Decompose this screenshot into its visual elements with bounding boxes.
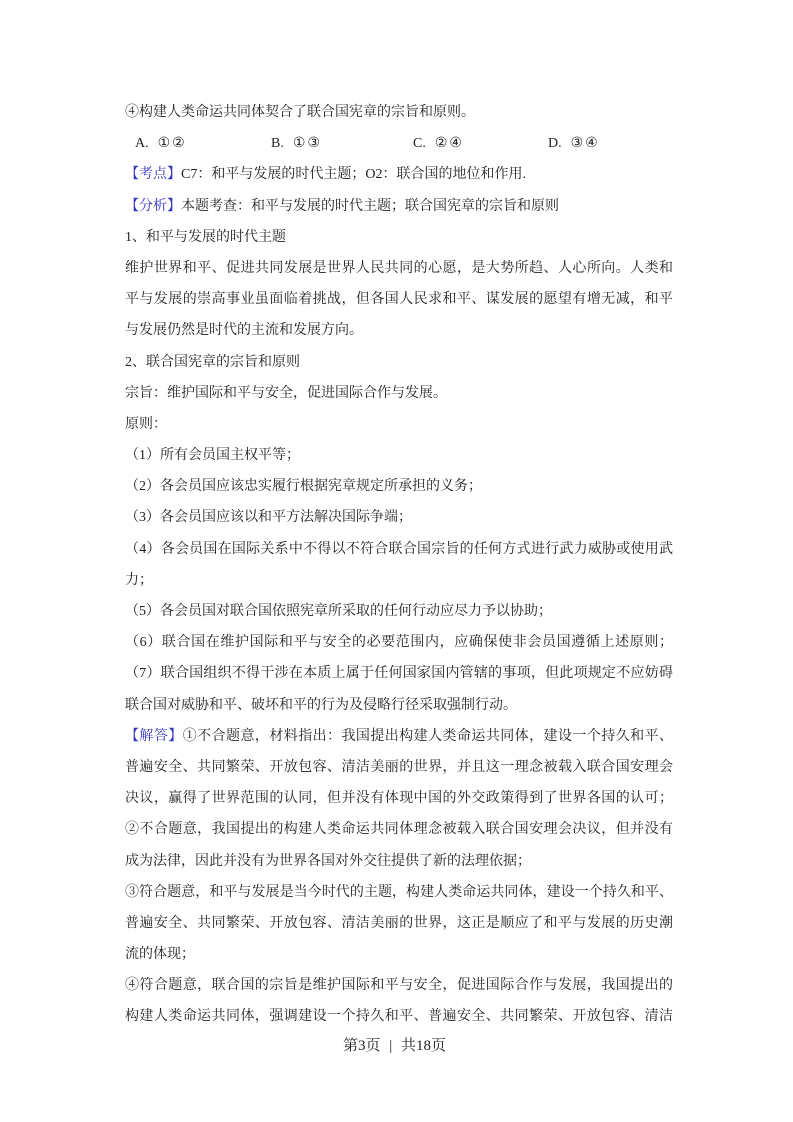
answer-body-line: 成为法律，因此并没有为世界各国对外交往提供了新的法理依据； — [125, 853, 531, 869]
option-d — [548, 128, 600, 159]
analysis-body-line: 联合国对威胁和平、破坏和平的行为及侵略行径采取强制行动。 — [125, 697, 517, 713]
analysis-body-line: （2）各会员国应该忠实履行根据宪章规定所承担的义务； — [125, 479, 482, 495]
analysis-body-line: （4）各会员国在国际关系中不得以不符合联合国宗旨的任何方式进行武力威胁或使用武 — [125, 541, 673, 557]
analysis-body-line: 宗旨：维护国际和平与安全，促进国际合作与发展。 — [125, 385, 447, 401]
option-numbers: ②④ — [434, 136, 464, 152]
analysis-body-line: （5）各会员国对联合国依照宪章所采取的任何行动应尽力予以协助； — [125, 604, 552, 619]
option-a — [135, 128, 187, 159]
analysis-body-line: （1）所有会员国主权平等； — [125, 448, 300, 464]
analysis-label: 【分析】 — [125, 198, 181, 214]
exam-points-text: C7：和平与发展的时代主题；O2：联合国的地位和作用. — [181, 167, 526, 183]
answer-body-line: ②不合题意，我国提出的构建人类命运共同体理念被载入联合国安理会决议，但并没有 — [125, 822, 673, 838]
option-numbers: ①② — [157, 136, 187, 152]
option-c — [413, 128, 464, 159]
page-footer: 第3页 | 共18页 — [343, 1038, 447, 1054]
answer-body-line: 普遍安全、共同繁荣、开放包容、清洁美丽的世界，这正是顺应了和平与发展的历史潮 — [125, 915, 673, 931]
analysis-body-line: 2、联合国宪章的宗旨和原则 — [125, 354, 300, 370]
document-body — [125, 97, 673, 1033]
answer-body-line: ④符合题意，联合国的宗旨是维护国际和平与安全，促进国际合作与发展，我国提出的 — [125, 978, 673, 994]
answer-body-line: 普遍安全、共同繁荣、开放包容、清洁美丽的世界，并且这一理念被载入联合国安理会 — [125, 759, 673, 775]
answer-body-line: ③符合题意，和平与发展是当今时代的主题，构建人类命运共同体，建设一个持久和平、 — [125, 884, 673, 900]
exam-points-label: 【考点】 — [125, 167, 181, 183]
option-key: C. — [413, 136, 426, 152]
answer-label: 【解答】 — [125, 728, 183, 744]
option-b — [271, 128, 322, 159]
analysis-body-line: （3）各会员国应该以和平方法解决国际争端； — [125, 510, 412, 526]
analysis-body-line: 原则： — [125, 416, 167, 432]
option-key: A. — [135, 136, 149, 152]
analysis-body-line: （7）联合国组织不得干涉在本质上属于任何国家国内管辖的事项，但此项规定不应妨碍 — [125, 666, 673, 682]
exam-points-line — [125, 159, 673, 190]
option-key: D. — [548, 136, 562, 152]
question-stem: ④构建人类命运共同体契合了联合国宪章的宗旨和原则。 — [125, 105, 475, 120]
option-numbers: ①③ — [292, 136, 322, 152]
option-key: B. — [271, 136, 284, 152]
analysis-body-line: 平与发展的崇高事业虽面临着挑战，但各国人民求和平、谋发展的愿望有增无减，和平 — [125, 292, 673, 308]
analysis-body-line: 维护世界和平、促进共同发展是世界人民共同的心愿，是大势所趋、人心所向。人类和 — [125, 260, 673, 276]
analysis-body-line: 力； — [125, 572, 153, 588]
options-row — [125, 128, 673, 159]
answer-text: ①不合题意，材料指出：我国提出构建人类命运共同体，建设一个持久和平、 — [182, 728, 673, 744]
answer-body-line: 流的体现； — [125, 947, 195, 963]
analysis-body-line: 1、和平与发展的时代主题 — [125, 229, 286, 245]
answer-body-line: 决议，赢得了世界范围的认同，但并没有体现中国的外交政策得到了世界各国的认可； — [125, 791, 673, 807]
analysis-intro-text: 本题考查：和平与发展的时代主题；联合国宪章的宗旨和原则 — [181, 198, 559, 214]
analysis-line — [125, 191, 673, 222]
answer-body-line: 构建人类命运共同体，强调建设一个持久和平、普遍安全、共同繁荣、开放包容、清洁 — [125, 1009, 673, 1025]
analysis-body-line: （6）联合国在维护国际和平与安全的必要范围内，应确保使非会员国遵循上述原则； — [125, 635, 673, 651]
option-numbers: ③④ — [570, 136, 600, 152]
answer-line — [125, 721, 673, 752]
analysis-body-line: 与发展仍然是时代的主流和发展方向。 — [125, 323, 363, 339]
